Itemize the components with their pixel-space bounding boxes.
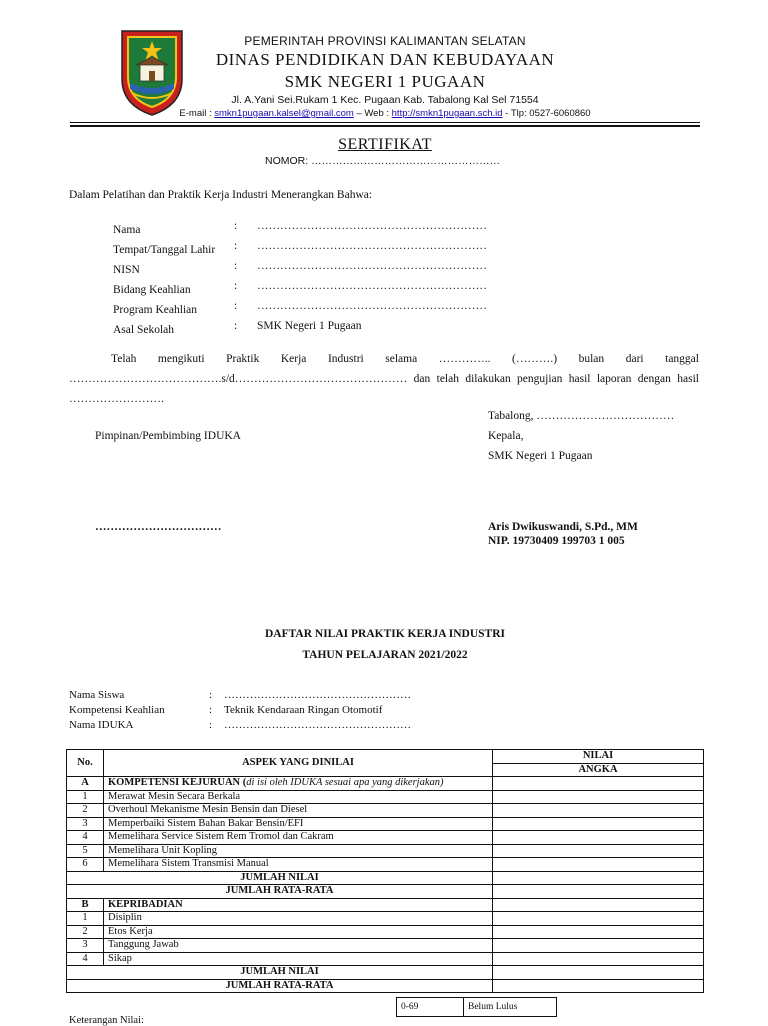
field-value: …………………………………………………… [257,300,487,312]
header-contact [120,108,650,119]
field-row [113,220,513,240]
grade-status: Belum Lulus [464,998,557,1017]
field-value: …………………………………………………… [257,280,487,292]
right-signatory-name: Aris Dwikuswandi, S.Pd., MM [488,521,638,533]
table-row [67,790,704,804]
certificate-title: SERTIFIKAT [338,136,432,153]
total-row [67,871,704,885]
info-separator: : [209,704,213,716]
row-no: 4 [67,831,104,845]
grade-key-label: Keterangan Nilai: [69,1015,144,1026]
table-row [67,952,704,966]
row-aspek: Sikap [104,952,493,966]
score-title: DAFTAR NILAI PRAKTIK KERJA INDUSTRI [264,628,506,640]
header-nilai: NILAI [493,750,704,764]
email-label: E-mail : [179,108,215,119]
score-cell[interactable] [493,966,704,980]
info-separator: : [209,719,213,731]
info-row [69,704,469,719]
average-row [67,979,704,993]
score-cell[interactable] [493,979,704,993]
row-aspek: Overhoul Mekanisme Mesin Bensin dan Diesel [104,804,493,818]
info-row [69,689,469,704]
info-label: Kompetensi Keahlian [69,704,165,716]
section-note: di isi oleh IDUKA sesuai apa yang dikerjakan) [246,777,444,789]
field-label: Bidang Keahlian [113,284,191,296]
field-separator: : [234,300,238,312]
table-row [67,912,704,926]
row-aspek: Memperbaiki Sistem Bahan Bakar Bensin/EFI [104,817,493,831]
score-cell[interactable] [493,871,704,885]
score-cell[interactable] [493,804,704,818]
field-separator: : [234,220,238,232]
field-separator: : [234,280,238,292]
score-cell[interactable] [493,912,704,926]
section-code: B [67,898,104,912]
header-school: SMK NEGERI 1 PUGAAN [284,72,486,91]
total-label: JUMLAH NILAI [67,966,493,980]
field-label: Asal Sekolah [113,324,175,336]
field-value: SMK Negeri 1 Pugaan [257,320,362,332]
right-signatory-title: Kepala, [488,430,524,442]
info-row [69,719,469,734]
web-label: – Web : [353,108,392,119]
table-header-row [67,750,704,764]
score-cell[interactable] [493,831,704,845]
average-label: JUMLAH RATA-RATA [67,885,493,899]
score-cell[interactable] [493,777,704,791]
header-divider [70,122,700,123]
row-aspek: Merawat Mesin Secara Berkala [104,790,493,804]
row-no: 3 [67,817,104,831]
field-value: …………………………………………………… [257,240,487,252]
score-cell[interactable] [493,817,704,831]
row-no: 3 [67,939,104,953]
paragraph-line: Telah mengikuti Praktik Kerja Industri selama ………….. (……….) bulan dari tanggal [111,353,699,365]
row-aspek: Memelihara Unit Kopling [104,844,493,858]
score-year: TAHUN PELAJARAN 2021/2022 [302,649,468,661]
certificate-intro: Dalam Pelatihan dan Praktik Kerja Industri Menerangkan Bahwa: [69,189,373,201]
right-signatory-school: SMK Negeri 1 Pugaan [488,450,593,462]
field-row [113,240,513,260]
field-value: …………………………………………………… [257,220,487,232]
grade-key-row [397,998,557,1017]
info-value: …………………………………………… [224,719,411,731]
score-info [69,689,469,734]
score-cell[interactable] [493,952,704,966]
score-table [66,749,704,993]
left-signatory-title: Pimpinan/Pembimbing IDUKA [95,430,241,442]
phone-text: - Tlp: 0527-6060860 [502,108,591,119]
student-fields [113,220,513,340]
header-address: Jl. A.Yani Sei.Rukam 1 Kec. Pugaan Kab. Tabalong Kal Sel 71554 [231,94,539,106]
row-no: 1 [67,790,104,804]
score-cell[interactable] [493,898,704,912]
total-row [67,966,704,980]
field-label: Nama [113,224,141,236]
place-date: Tabalong, ……………………………… [488,410,675,422]
field-separator: : [234,260,238,272]
row-no: 5 [67,844,104,858]
score-cell[interactable] [493,844,704,858]
header-divider-thick [70,125,700,127]
row-no: 4 [67,952,104,966]
row-aspek: Disiplin [104,912,493,926]
paragraph-line: ……………………. [69,393,164,405]
row-aspek: Tanggung Jawab [104,939,493,953]
email-link[interactable]: smkn1pugaan.kalsel@gmail.com [214,108,354,119]
grade-key-table [396,997,557,1017]
web-link[interactable]: http://smkn1pugaan.sch.id [391,108,503,119]
row-no: 6 [67,858,104,872]
field-label: NISN [113,264,140,276]
province-logo [118,27,186,117]
row-aspek: Etos Kerja [104,925,493,939]
score-cell[interactable] [493,858,704,872]
row-no: 1 [67,912,104,926]
field-row [113,320,513,340]
right-signatory-nip: NIP. 19730409 199703 1 005 [488,535,625,547]
section-row [67,777,704,791]
field-value: …………………………………………………… [257,260,487,272]
table-row [67,831,704,845]
score-cell[interactable] [493,925,704,939]
average-row [67,885,704,899]
info-label: Nama IDUKA [69,719,134,731]
table-row [67,925,704,939]
header-no: No. [67,750,104,777]
field-label: Program Keahlian [113,304,197,316]
table-row [67,939,704,953]
left-signatory-name: …………………………… [95,521,222,533]
table-row [67,858,704,872]
table-row [67,804,704,818]
score-cell[interactable] [493,790,704,804]
field-row [113,300,513,320]
total-label: JUMLAH NILAI [67,871,493,885]
score-cell[interactable] [493,939,704,953]
table-row [67,817,704,831]
header-government: PEMERINTAH PROVINSI KALIMANTAN SELATAN [244,34,526,48]
row-no: 2 [67,804,104,818]
row-aspek: Memelihara Service Sistem Rem Tromol dan Cakram [104,831,493,845]
paragraph-line: ………………………………….s/d……………………………………… dan telah dilakukan pengujian hasil laporan dengan hasil [69,373,699,385]
info-label: Nama Siswa [69,689,125,701]
grade-range: 0-69 [397,998,464,1017]
certificate-paragraph [69,349,699,409]
row-no: 2 [67,925,104,939]
field-row [113,260,513,280]
field-row [113,280,513,300]
field-separator: : [234,240,238,252]
section-code: A [67,777,104,791]
header-angka: ANGKA [493,763,704,777]
section-row [67,898,704,912]
header-aspek: ASPEK YANG DINILAI [104,750,493,777]
header-department: DINAS PENDIDIKAN DAN KEBUDAYAAN [215,50,555,69]
table-row [67,844,704,858]
field-separator: : [234,320,238,332]
row-aspek: Memelihara Sistem Transmisi Manual [104,858,493,872]
info-separator: : [209,689,213,701]
average-label: JUMLAH RATA-RATA [67,979,493,993]
score-cell[interactable] [493,885,704,899]
certificate-number: NOMOR: ……………………………………………… [265,155,501,167]
section-title: KEPRIBADIAN [104,898,493,912]
info-value: …………………………………………… [224,689,411,701]
section-title-text: KOMPETENSI KEJURUAN ( [108,777,247,789]
info-value: Teknik Kendaraan Ringan Otomotif [224,704,383,716]
field-label: Tempat/Tanggal Lahir [113,244,216,256]
section-title [104,777,493,791]
